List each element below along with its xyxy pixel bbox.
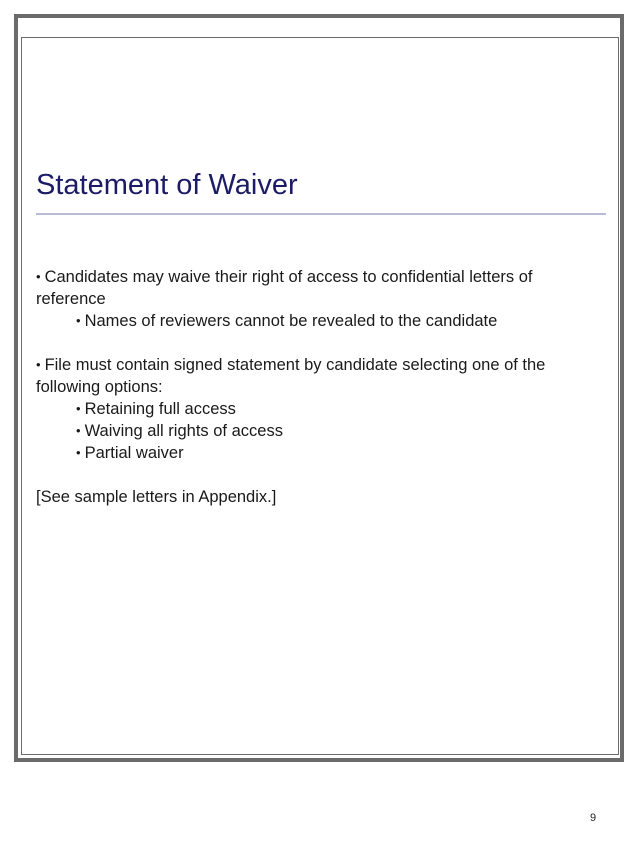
bullet-icon: • <box>76 423 81 438</box>
bullet-icon: • <box>76 445 81 460</box>
sub-bullet-text: Partial waiver <box>84 444 184 462</box>
paragraph-spacer <box>36 464 606 486</box>
appendix-note: [See sample letters in Appendix.] <box>36 488 277 506</box>
sub-bullet-text: Waiving all rights of access <box>84 422 283 440</box>
bullet-paragraph-2-text: File must contain signed statement by candidate selecting one of the following options: <box>36 356 546 396</box>
slide-title: Statement of Waiver <box>36 169 298 201</box>
bullet-paragraph-1-text: Candidates may waive their right of access to confidential letters of reference <box>36 268 533 308</box>
sub-bullet-item <box>36 310 606 332</box>
page-number: 9 <box>590 812 597 824</box>
bullet-icon: • <box>76 401 81 416</box>
sub-bullet-item <box>36 420 606 442</box>
sub-bullet-item <box>36 442 606 464</box>
slide-body <box>36 266 606 508</box>
bullet-icon: • <box>36 269 41 284</box>
bullet-paragraph-2 <box>36 354 606 398</box>
title-underline <box>36 213 606 215</box>
sub-bullet-text: Names of reviewers cannot be revealed to the candidate <box>84 312 498 330</box>
paragraph-spacer <box>36 332 606 354</box>
bullet-paragraph-1 <box>36 266 606 310</box>
sub-bullet-text: Retaining full access <box>84 400 236 418</box>
sub-bullet-item <box>36 398 606 420</box>
bullet-icon: • <box>36 357 41 372</box>
bullet-icon: • <box>76 313 81 328</box>
